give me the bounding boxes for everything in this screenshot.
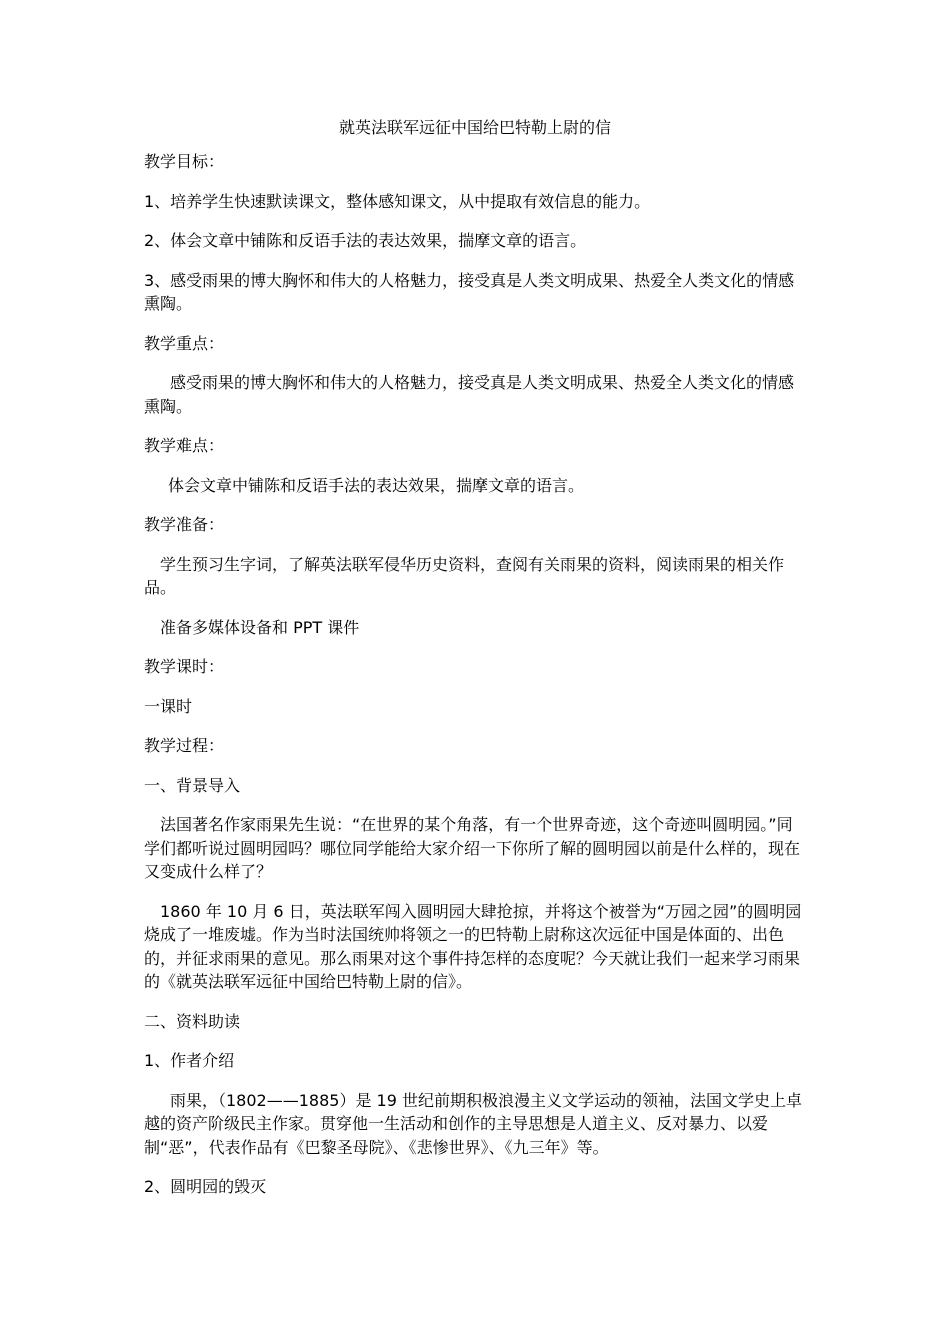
- section-1-para-2: 1860 年 10 月 6 日，英法联军闯入圆明园大肆抢掠，并将这个被誉为“万园之园”的圆明园烧成了一堆废墟。作为当时法国统帅将领之一的巴特勒上尉称这次远征中国是体面的、出色的，并征求雨果的意见。那么雨果对这个事件持怎样的态度呢？今天就让我们一起来学习雨果的《就英法联军远征中国给巴特勒上尉的信》。: [144, 901, 802, 991]
- subsection-2-heading: 2、圆明园的毁灭: [144, 1177, 267, 1196]
- difficulties-heading: 教学难点：: [144, 436, 225, 455]
- section-2-heading: 二、资料助读: [144, 1011, 241, 1031]
- subsection-1-heading: 1、作者介绍: [144, 1051, 235, 1070]
- objectives-heading: 教学目标：: [144, 152, 225, 171]
- section-1-para-1: 法国著名作家雨果先生说：“在世界的某个角落，有一个世界奇迹，这个奇迹叫圆明园。”同学们都听说过圆明园吗？哪位同学能给大家介绍一下你所了解的圆明园以前是什么样的，现在又变成什么样了？: [144, 815, 801, 881]
- key-points-heading: 教学重点：: [144, 333, 225, 353]
- document-page: [144, 112, 806, 1215]
- preparation-heading: 教学准备：: [144, 515, 225, 534]
- hours-text: 一课时: [144, 696, 193, 716]
- section-1-heading: 一、背景导入: [144, 775, 241, 795]
- objective-2: 2、体会文章中铺陈和反语手法的表达效果，揣摩文章的语言。: [144, 231, 587, 250]
- key-points-text: 感受雨果的博大胸怀和伟大的人格魅力，接受真是人类文明成果、热爱全人类文化的情感熏陶。: [144, 373, 795, 416]
- preparation-text-1: 学生预习生字词，了解英法联军侵华历史资料，查阅有关雨果的资料，阅读雨果的相关作品。: [144, 554, 785, 597]
- hours-heading: 教学课时：: [144, 657, 225, 676]
- difficulties-text: 体会文章中铺陈和反语手法的表达效果，揣摩文章的语言。: [168, 475, 585, 495]
- preparation-text-2: 准备多媒体设备和 PPT 课件: [160, 617, 360, 637]
- document-title: 就英法联军远征中国给巴特勒上尉的信: [338, 118, 611, 137]
- objective-1: 1、培养学生快速默读课文，整体感知课文，从中提取有效信息的能力。: [144, 191, 651, 211]
- subsection-1-text: 雨果，（1802——1885）是 19 世纪前期积极浪漫主义文学运动的领袖，法国文学史上卓越的资产阶级民主作家。贯穿他一生活动和创作的主导思想是人道主义、反对暴力、以爱制“恶”，代表作品有《巴黎圣母院》、《悲惨世界》、《九三年》等。: [144, 1090, 802, 1157]
- process-heading: 教学过程：: [144, 736, 225, 755]
- objective-3: 3、感受雨果的博大胸怀和伟大的人格魅力，接受真是人类文明成果、热爱全人类文化的情感熏陶。: [144, 270, 795, 313]
